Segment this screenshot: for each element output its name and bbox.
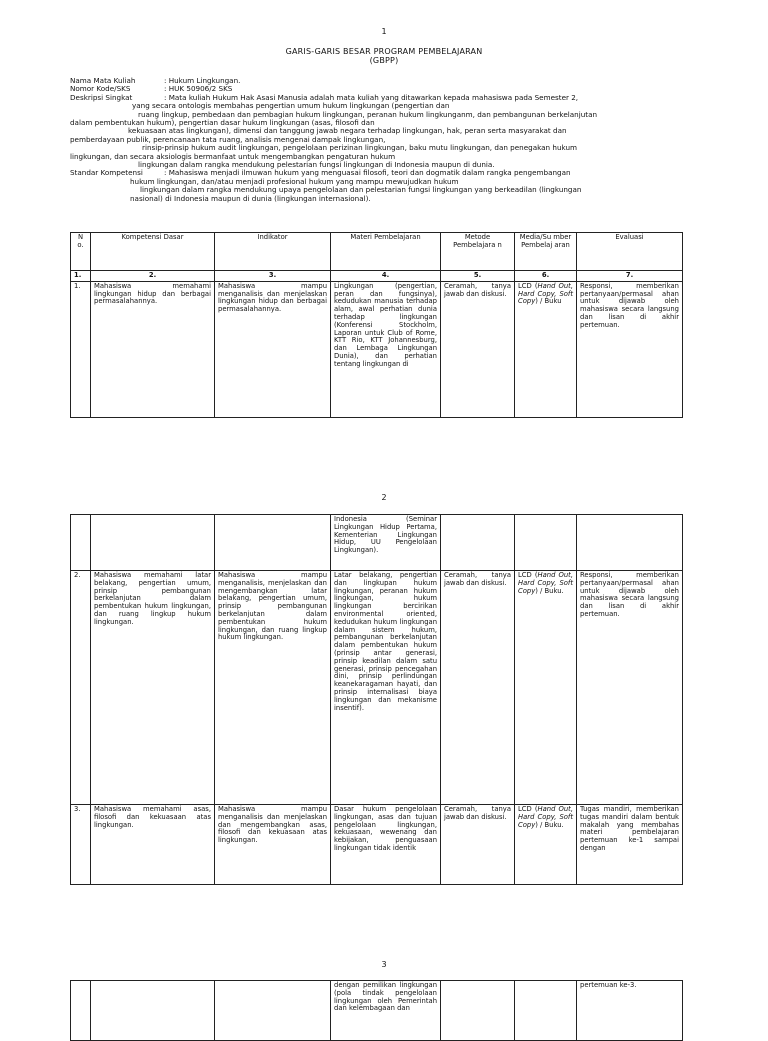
course-name-row — [70, 77, 690, 85]
cell-indikator: Mahasiswa mampu menganalisis dan menjelaskan lingkungan hidup dan berbagai permasalahannya. — [215, 281, 331, 417]
description-line: yang secara ontologis membahas pengertian umum hukum lingkungan (pengertian dan — [132, 101, 450, 111]
description-line: rinsip-prinsip hukum audit lingkungan, pengelolaan perizinan lingkungan, baku mutu lingkungan, dan penegakan hukum — [142, 143, 577, 153]
cell-no — [71, 981, 91, 1041]
course-name-label: Nama Mata Kuliah — [70, 76, 136, 85]
cell-kompetensi: Mahasiswa memahami asas, filosofi dan kekuasaan atas lingkungan. — [91, 805, 215, 885]
table-row — [71, 981, 683, 1041]
title-line-2: (GBPP) — [369, 56, 399, 65]
cell-materi: dengan pemilikan lingkungan (pola tindak pengelolaan lingkungan oleh Pemerintah dan kelembagaan dan — [331, 981, 441, 1041]
description-line: lingkungan, dan secara aksiologis bermanfaat untuk mengembangkan pengaturan hukum — [70, 151, 396, 161]
cell-evaluasi: pertemuan ke-3. — [577, 981, 683, 1041]
description-line: lingkungan dalam rangka mendukung pelestarian fungsi lingkungan di Indonesia maupun di dunia. — [138, 160, 495, 170]
column-number: 3. — [215, 271, 331, 282]
cell-metode: Ceramah, tanya jawab dan diskusi. — [441, 571, 515, 805]
document-title — [0, 47, 768, 65]
cell-materi: Lingkungan (pengertian, peran dan fungsinya), kedudukan manusia terhadap alam, awal perhatian dunia terhadap lingkungan (Konferensi Stockholm, Laporan untuk Club of Rome, KTT Rio, KTT Johannesburg, dan Lembaga Lingkungan Dunia), dan perhatian tentang lingkungan di — [331, 281, 441, 417]
column-number-row — [71, 271, 683, 282]
page-number: 3 — [381, 960, 387, 969]
cell-kompetensi — [91, 981, 215, 1041]
cell-media — [515, 571, 577, 805]
description-line: ruang lingkup, pembedaan dan pembagian hukum lingkungan, peranan hukum lingkunganm, dan pembangunan berkelanjutan — [138, 109, 598, 119]
column-number: 1. — [71, 271, 91, 282]
header-media: Media/Su mber Pembelaj aran — [515, 233, 577, 271]
description-line: pemberdayaan publik, perencanaan tata ruang, analisis mengenai dampak lingkungan, — [70, 134, 386, 144]
cell-media — [515, 281, 577, 417]
cell-evaluasi — [577, 515, 683, 571]
table-header-row — [71, 233, 683, 271]
table-row — [71, 515, 683, 571]
header-evaluasi: Evaluasi — [577, 233, 683, 271]
gbpp-table-continued — [70, 980, 683, 1041]
course-code-value: : HUK 50906/2 SKS — [164, 84, 233, 94]
media-text-italic: Hand Out, Hard Copy, Soft Copy — [518, 571, 573, 595]
media-text-italic: Hand Out, Hard Copy, Soft Copy — [518, 281, 573, 306]
cell-no: 2. — [71, 571, 91, 805]
cell-evaluasi: Responsi, memberikan pertanyaan/permasal ahan untuk dijawab oleh mahasiswa secara langsung dan lisan di akhir pertemuan. — [577, 281, 683, 417]
competency-standard-label: Standar Kompetensi — [70, 168, 143, 178]
cell-no: 1. — [71, 281, 91, 417]
cell-metode: Ceramah, tanya jawab dan diskusi. — [441, 805, 515, 885]
cell-no — [71, 515, 91, 571]
cell-kompetensi: Mahasiswa memahami latar belakang, pengertian umum, prinsip pembangunan berkelanjutan dalam pembentukan hukum lingkungan, dan ruang lingkup hukum lingkungan. — [91, 571, 215, 805]
description-label: Deskripsi Singkat — [70, 92, 133, 102]
cell-kompetensi: Mahasiswa memahami lingkungan hidup dan berbagai permasalahannya. — [91, 281, 215, 417]
cell-indikator — [215, 515, 331, 571]
header-metode: Metode Pembelajara n — [441, 233, 515, 271]
cell-evaluasi: Tugas mandiri, memberikan tugas mandiri dalam bentuk makalah yang membahas materi pembelajaran pertemuan ke-1 sampai dengan — [577, 805, 683, 885]
description-line: kekuasaan atas lingkungan), dimensi dan tanggung jawab negara terhadap lingkungan, hak, peran serta masyarakat dan — [128, 126, 567, 136]
course-metadata — [70, 77, 690, 203]
description-line: : Mata kuliah Hukum Hak Asasi Manusia adalah mata kuliah yang ditawarkan kepada mahasiswa pada Semester 2, — [164, 92, 579, 102]
table-row — [71, 281, 683, 417]
cell-no: 3. — [71, 805, 91, 885]
cell-metode: Ceramah, tanya jawab dan diskusi. — [441, 281, 515, 417]
media-text: ) / Buku. — [535, 820, 564, 829]
course-code-label: Nomor Kode/SKS — [70, 84, 131, 94]
column-number: 5. — [441, 271, 515, 282]
cell-indikator: Mahasiswa mampu menganalisis dan menjelaskan dan mengembangkan asas, filosofi dan kekuasaan atas lingkungan. — [215, 805, 331, 885]
cell-kompetensi — [91, 515, 215, 571]
column-number: 4. — [331, 271, 441, 282]
page-number: 1 — [381, 27, 387, 36]
page-number: 2 — [381, 493, 387, 502]
competency-standard-line: nasional) di Indonesia maupun di dunia (lingkungan internasional). — [130, 193, 371, 203]
cell-media — [515, 515, 577, 571]
competency-standard-line: lingkungan dalam rangka mendukung upaya pengelolaan dan pelestarian fungsi lingkungan yang berkeadilan (lingkungan — [140, 185, 582, 195]
table-row — [71, 571, 683, 805]
competency-standard-line: hukum lingkungan, dan/atau menjadi profesional hukum yang mampu mewujudkan hukum — [130, 176, 459, 186]
media-text-italic: Hand Out, Hard Copy, Soft Copy — [518, 805, 573, 829]
cell-materi: Indonesia (Seminar Lingkungan Hidup Pertama, Kementerian Lingkungan Hidup, UU Pengelolaan Lingkungan). — [331, 515, 441, 571]
cell-metode — [441, 515, 515, 571]
title-line-1: GARIS-GARIS BESAR PROGRAM PEMBELAJARAN — [285, 47, 483, 56]
media-text: ) / Buku — [535, 297, 562, 306]
header-materi: Materi Pembelajaran — [331, 233, 441, 271]
cell-metode — [441, 981, 515, 1041]
table-row — [71, 805, 683, 885]
course-name-value: : Hukum Lingkungan. — [164, 76, 241, 85]
gbpp-table-continued — [70, 514, 683, 885]
column-number: 7. — [577, 271, 683, 282]
cell-indikator: Mahasiswa mampu menganalisis, menjelaskan dan mengembangkan latar belakang, pengertian umum, prinsip pembangunan berkelanjutan dalam pembentukan hukum lingkungan, dan ruang lingkup hukum lingkungan. — [215, 571, 331, 805]
column-number: 6. — [515, 271, 577, 282]
cell-evaluasi: Responsi, memberikan pertanyaan/permasal ahan untuk dijawab oleh mahasiswa secara langsung dan lisan di akhir pertemuan. — [577, 571, 683, 805]
gbpp-table — [70, 232, 683, 418]
cell-media — [515, 981, 577, 1041]
cell-materi: Dasar hukum pengelolaan lingkungan, asas dan tujuan pengelolaan lingkungan, kekuasaan, wewenang dan kebijakan, penguasaan lingkungan tidak identik — [331, 805, 441, 885]
cell-indikator — [215, 981, 331, 1041]
description-line: dalam pembentukan hukum), pengertian dasar hukum lingkungan (asas, filosofi dan — [70, 118, 375, 128]
competency-standard-line: : Mahasiswa menjadi ilmuwan hukum yang menguasai filosofi, teori dan dogmatik dalam rangka pengembangan — [164, 168, 571, 178]
header-indikator: Indikator — [215, 233, 331, 271]
header-kompetensi: Kompetensi Dasar — [91, 233, 215, 271]
cell-media — [515, 805, 577, 885]
column-number: 2. — [91, 271, 215, 282]
media-text: LCD ( — [518, 571, 538, 579]
media-text: LCD ( — [518, 805, 538, 813]
media-text: LCD ( — [518, 281, 538, 290]
media-text: ) / Buku. — [535, 586, 564, 595]
header-no: N o. — [71, 233, 91, 271]
cell-materi: Latar belakang, pengertian dan lingkupan hukum lingkungan, peranan hukum lingkungan, hukum lingkungan bercirikan environmental oriented, kedudukan hukum lingkungan dalam sistem hukum, pembangunan berkelanjutan dalam pembentukan hukum (prinsip antar generasi, prinsip keadilan dalam satu generasi, prinsip pencegahan dini, prinsip perlindungan keanekaragaman hayati, dan prinsip internalisasi biaya lingkungan dan mekanisme insentif). — [331, 571, 441, 805]
